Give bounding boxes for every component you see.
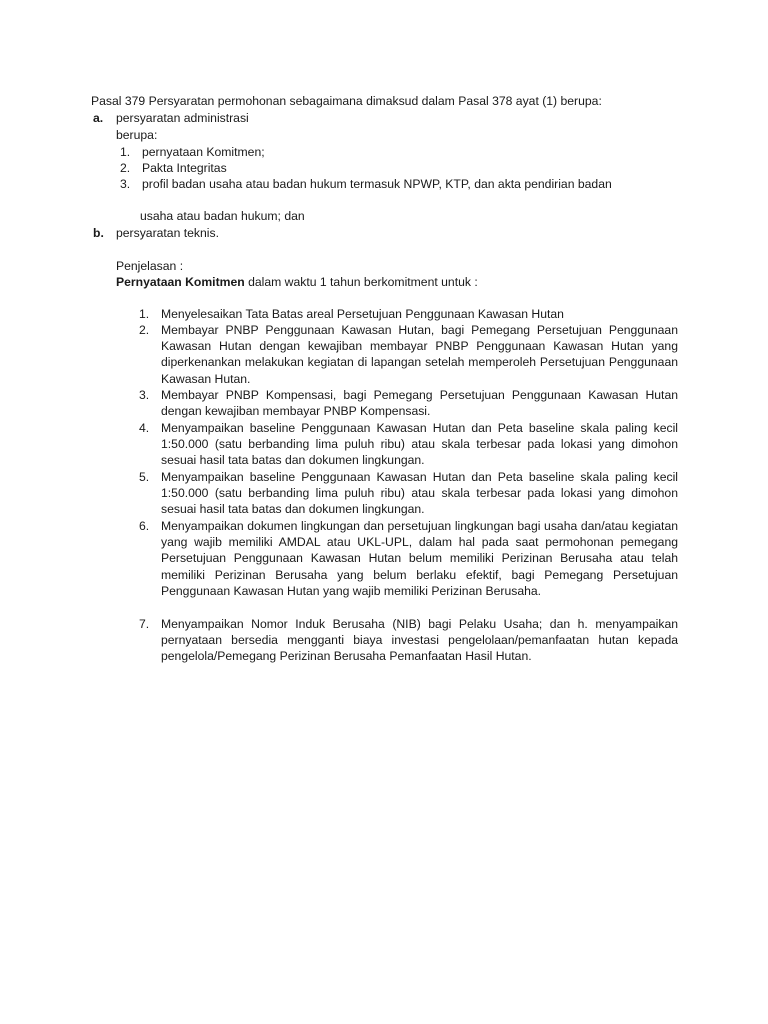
commitment-number: 3. (139, 388, 150, 402)
commitment-term: Pernyataan Komitmen (116, 275, 245, 289)
commitment-item (139, 420, 678, 469)
admin-intro: berupa: (116, 128, 158, 142)
commitment-item (139, 518, 678, 599)
admin-item (120, 144, 678, 160)
commitment-item (139, 616, 678, 665)
commitment-text: Menyampaikan Nomor Induk Berusaha (NIB) bagi Pelaku Usaha; dan h. menyampaikan pernyataan bersedia mengganti biaya investasi pengelolaan/pemanfaatan hutan kepada pengelola/Pemegang Perizinan Berusaha Pemanfaatan Hasil Hutan. (161, 617, 678, 664)
commitment-item (139, 322, 678, 387)
commitment-text: Menyampaikan baseline Penggunaan Kawasan Hutan dan Peta baseline skala paling kecil 1:50.000 (satu berbanding lima puluh ribu) atau skala terbesar pada lokasi yang dimohon sesuai hasil tata batas dan dokumen lingkungan. (161, 421, 678, 468)
commitment-text: Membayar PNBP Kompensasi, bagi Pemegang Persetujuan Penggunaan Kawasan Hutan dengan kewajiban membayar PNBP Kompensasi. (161, 388, 678, 419)
commitment-number: 2. (139, 323, 150, 337)
commitment-intro (116, 274, 478, 290)
admin-item-text: pernyataan Komitmen; (142, 145, 265, 159)
admin-item-number: 2. (120, 161, 131, 175)
admin-item-continuation: usaha atau badan hukum; dan (140, 209, 305, 223)
commitment-item (139, 306, 678, 322)
admin-item-text: Pakta Integritas (142, 161, 227, 175)
commitment-text: Menyampaikan dokumen lingkungan dan persetujuan lingkungan bagi usaha dan/atau kegiatan yang wajib memiliki AMDAL atau UKL-UPL, dalam hal pada saat permohonan pemegang Persetujuan Penggunaan Kawasan Hutan belum memiliki Perizinan Berusaha atau telah memiliki Perizinan Berusaha yang belum berlaku efektif, bagi Pemegang Persetujuan Penggunaan Kawasan Hutan yang wajib memiliki Perizinan Berusaha. (161, 519, 678, 598)
commitment-item (139, 469, 678, 518)
admin-item-text: profil badan usaha atau badan hukum termasuk NPWP, KTP, dan akta pendirian badan (142, 177, 612, 191)
article-heading: Pasal 379 Persyaratan permohonan sebagaimana dimaksud dalam Pasal 378 ayat (1) berupa: (91, 94, 602, 108)
admin-item-number: 3. (120, 177, 131, 191)
requirement-a-text: persyaratan administrasi (116, 111, 249, 125)
commitment-item (139, 387, 678, 419)
requirement-b-text: persyaratan teknis. (116, 226, 219, 240)
commitment-number: 5. (139, 470, 150, 484)
admin-item (120, 160, 678, 176)
commitment-number: 4. (139, 421, 150, 435)
commitment-text: Menyampaikan baseline Penggunaan Kawasan Hutan dan Peta baseline skala paling kecil 1:50.000 (satu berbanding lima puluh ribu) atau skala terbesar pada lokasi yang dimohon sesuai hasil tata batas dan dokumen lingkungan. (161, 470, 678, 517)
admin-item (120, 176, 678, 192)
commitment-rest: dalam waktu 1 tahun berkomitment untuk : (244, 275, 478, 289)
requirement-letter-b: b. (93, 226, 104, 240)
commitment-text: Menyelesaikan Tata Batas areal Persetujuan Penggunaan Kawasan Hutan (161, 307, 564, 321)
commitment-number: 7. (139, 617, 150, 631)
admin-item-number: 1. (120, 145, 131, 159)
commitment-number: 1. (139, 307, 150, 321)
explanation-label: Penjelasan : (116, 259, 184, 273)
commitment-number: 6. (139, 519, 150, 533)
commitment-text: Membayar PNBP Penggunaan Kawasan Hutan, bagi Pemegang Persetujuan Penggunaan Kawasan Hutan dengan kewajiban membayar PNBP Penggunaan Kawasan Hutan yang diperkenankan melakukan kegiatan di lapangan setelah memperoleh Persetujuan Penggunaan Kawasan Hutan. (161, 323, 678, 386)
requirement-letter-a: a. (93, 111, 104, 125)
